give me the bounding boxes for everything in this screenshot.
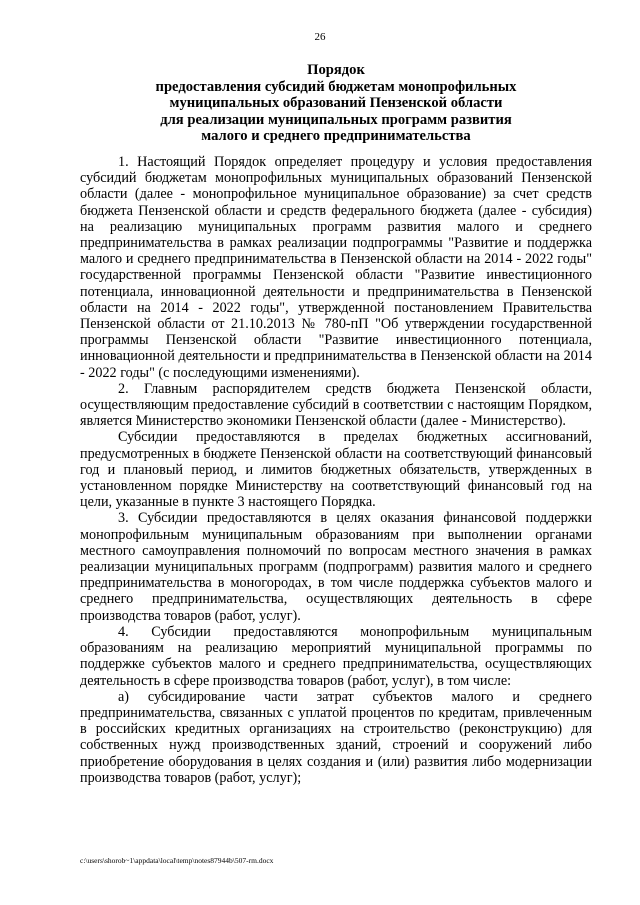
page-number: 26 xyxy=(314,31,326,43)
title-line: малого и среднего предпринимательства xyxy=(201,128,471,144)
paragraph-2-continued: Субсидии предоставляются в пределах бюджетных ассигнований, предусмотренных в бюджете Пензенской области на соответствующий финансовый год и плановый период, и лимитов бюджетных обязательств, утвержденных в установленном порядке Министерству на соответствующий финансовый год на цели, указанные в пункте 3 настоящего Порядка. xyxy=(80,429,592,511)
footer-file-path: c:\users\shorob~1\appdata\local\temp\notes87944b\507-rm.docx xyxy=(80,856,274,865)
title-line: муниципальных образований Пензенской области xyxy=(169,95,503,111)
paragraph-3: 3. Субсидии предоставляются в целях оказания финансовой поддержки монопрофильным муниципальным образованиям при выполнении органами местного самоуправления полномочий по вопросам местного значения в рамках реализации муниципальных программ (подпрограмм) развития малого и среднего предпринимательства в моногородах, в том числе поддержка субъектов малого и среднего предпринимательства, осуществляющих деятельность в сфере производства товаров (работ, услуг). xyxy=(80,510,592,624)
title-line: Порядок xyxy=(307,62,365,78)
document-title xyxy=(80,62,592,145)
title-line: для реализации муниципальных программ развития xyxy=(160,111,512,128)
document-body xyxy=(80,154,592,786)
title-line: предоставления субсидий бюджетам монопрофильных xyxy=(155,78,517,95)
paragraph-4: 4. Субсидии предоставляются монопрофильным муниципальным образованиям на реализацию мероприятий муниципальной программы по поддержке субъектов малого и среднего предпринимательства, осуществляющих деятельность в сфере производства товаров (работ, услуг), в том числе: xyxy=(80,623,592,689)
paragraph-2: 2. Главным распорядителем средств бюджета Пензенской области, осуществляющим предоставление субсидий в соответствии с настоящим Порядком, является Министерство экономики Пензенской области (далее - Министерство). xyxy=(80,380,592,430)
paragraph-4a: а) субсидирование части затрат субъектов малого и среднего предпринимательства, связанных с уплатой процентов по кредитам, привлеченным в российских кредитных организациях на строительство (реконструкцию) для собственных нужд производственных зданий, строений и сооружений либо приобретение оборудования в целях создания и (или) развития либо модернизации производства товаров (работ, услуг); xyxy=(80,688,592,786)
paragraph-1: 1. Настоящий Порядок определяет процедуру и условия предоставления субсидий бюджетам монопрофильных муниципальных образований Пензенской области (далее - монопрофильное муниципальное образование) за счет средств бюджета Пензенской области и средств федерального бюджета (далее - субсидия) на реализацию муниципальных программ развития малого и среднего предпринимательства в рамках реализации подпрограммы "Развитие и поддержка малого и среднего предпринимательства в Пензенской области на 2014 - 2022 годы" государственной программы Пензенской области "Развитие инвестиционного потенциала, инновационной деятельности и предпринимательства в Пензенской области на 2014 - 2022 годы", утвержденной постановлением Правительства Пензенской области от 21.10.2013 № 780-пП "Об утверждении государственной программы Пензенской области "Развитие инвестиционного потенциала, инновационной деятельности и предпринимательства в Пензенской области на 2014 - 2022 годы" (с последующими изменениями). xyxy=(80,154,592,381)
